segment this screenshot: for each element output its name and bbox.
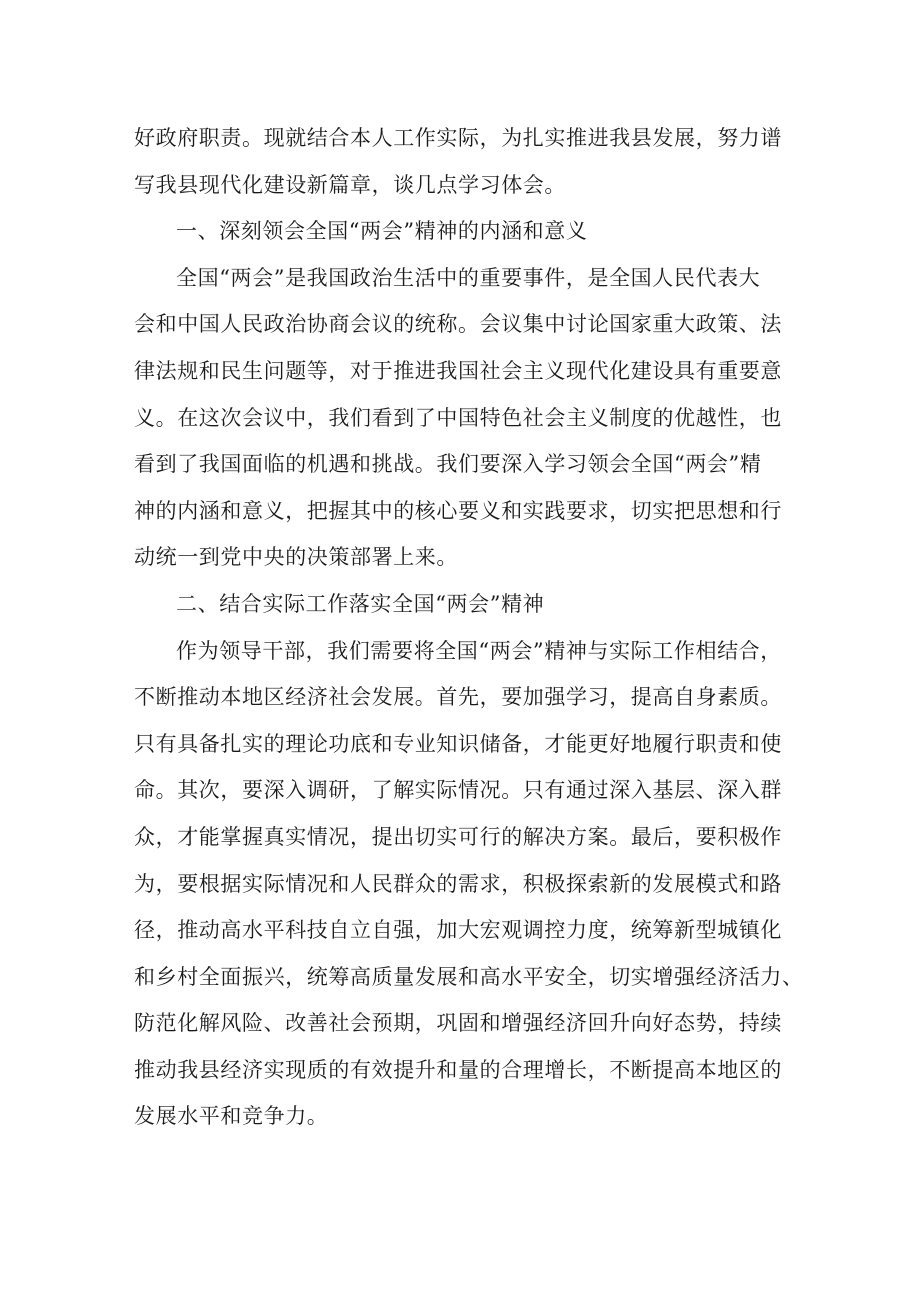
text-line: 看到了我国面临的机遇和挑战。我们要深入学习领会全国“两会”精	[134, 452, 762, 477]
text-line: 不断推动本地区经济社会发展。首先，要加强学习，提高自身素质。	[134, 685, 782, 710]
text-line: 和乡村全面振兴，统筹高质量发展和高水平安全，切实增强经济活力、	[134, 964, 804, 989]
paragraph-first-line: 二、结合实际工作落实全国“两会”精神	[176, 591, 545, 616]
document-body	[134, 115, 804, 1140]
text-line: 只有具备扎实的理论功底和专业知识储备，才能更好地履行职责和使	[134, 731, 782, 756]
text-line: 动统一到党中央的决策部署上来。	[134, 545, 458, 570]
text-line: 好政府职责。现就结合本人工作实际，为扎实推进我县发展，努力谱	[134, 126, 782, 150]
text-line: 写我县现代化建设新篇章，谈几点学习体会。	[134, 172, 566, 197]
text-line: 神的内涵和意义，把握其中的核心要义和实践要求，切实把思想和行	[134, 498, 782, 523]
text-line: 推动我县经济实现质的有效提升和量的合理增长，不断提高本地区的	[134, 1057, 782, 1082]
text-line: 会和中国人民政治协商会议的统称。会议集中讨论国家重大政策、法	[134, 312, 782, 337]
text-line: 径，推动高水平科技自立自强，加大宏观调控力度，统筹新型城镇化	[134, 918, 782, 943]
text-line: 众，才能掌握真实情况，提出切实可行的解决方案。最后，要积极作	[134, 824, 782, 849]
paragraph-first-line: 作为领导干部，我们需要将全国“两会”精神与实际工作相结合，	[176, 638, 782, 663]
text-line: 律法规和民生问题等，对于推进我国社会主义现代化建设具有重要意	[134, 358, 782, 383]
text-line: 命。其次，要深入调研，了解实际情况。只有通过深入基层、深入群	[134, 778, 782, 803]
text-line: 防范化解风险、改善社会预期，巩固和增强经济回升向好态势，持续	[134, 1011, 782, 1036]
text-line: 义。在这次会议中，我们看到了中国特色社会主义制度的优越性，也	[134, 405, 782, 430]
text-line: 为，要根据实际情况和人民群众的需求，积极探索新的发展模式和路	[134, 871, 782, 896]
paragraph-first-line: 一、深刻领会全国“两会”精神的内涵和意义	[176, 219, 588, 244]
text-line: 发展水平和竞争力。	[134, 1104, 329, 1129]
paragraph-first-line: 全国“两会”是我国政治生活中的重要事件，是全国人民代表大	[176, 265, 761, 290]
